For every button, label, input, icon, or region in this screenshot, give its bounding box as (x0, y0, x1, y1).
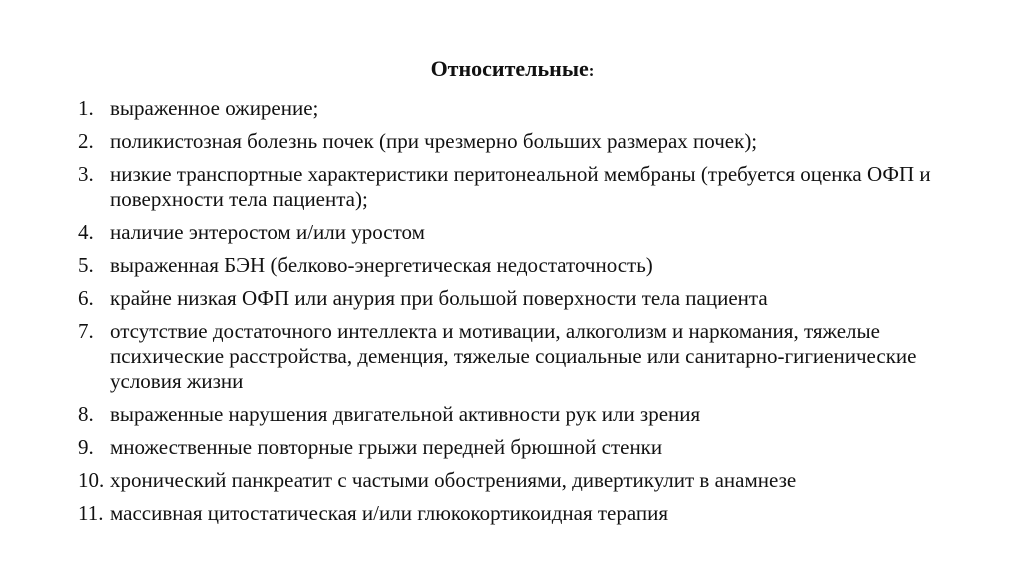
list-item-6 (78, 286, 938, 311)
list-item-text: низкие транспортные характеристики перитонеальной мембраны (требуется оценка ОФП и поверхности тела пациента); (110, 162, 931, 211)
list-item-text: выраженная БЭН (белково-энергетическая недостаточность) (110, 253, 653, 277)
list-item-text: наличие энтеростом и/или уростом (110, 220, 425, 244)
list-item-text: хронический панкреатит с частыми обострениями, дивертикулит в анамнезе (110, 468, 797, 492)
list-item-number: 6. (78, 286, 94, 310)
list-item-8 (78, 402, 938, 427)
list-item-text: поликистозная болезнь почек (при чрезмерно больших размерах почек); (110, 129, 758, 153)
list-item-number: 4. (78, 220, 94, 244)
list-item-2 (78, 129, 938, 154)
list-item-11 (78, 501, 938, 526)
list-item-4 (78, 220, 938, 245)
list-item-text: выраженные нарушения двигательной активности рук или зрения (110, 402, 701, 426)
list-item-number: 10. (78, 468, 105, 492)
list-item-9 (78, 435, 938, 460)
list-item-5 (78, 253, 938, 278)
list-item-number: 9. (78, 435, 94, 459)
contraindications-list (78, 96, 938, 534)
list-item-text: множественные повторные грыжи передней брюшной стенки (110, 435, 663, 459)
list-item-text: крайне низкая ОФП или анурия при большой поверхности тела пациента (110, 286, 768, 310)
list-item-number: 7. (78, 319, 94, 343)
list-item-number: 1. (78, 96, 94, 120)
list-item-number: 3. (78, 162, 94, 186)
slide-title (0, 56, 1024, 82)
list-item-text: выраженное ожирение; (110, 96, 319, 120)
list-item-7 (78, 319, 938, 394)
list-item-number: 5. (78, 253, 94, 277)
list-item-10 (78, 468, 938, 493)
list-item-text: массивная цитостатическая и/или глюкокортикоидная терапия (110, 501, 669, 525)
slide-title-text: Относительные (430, 56, 589, 81)
slide-title-text-wrap (431, 56, 595, 82)
list-item-text: отсутствие достаточного интеллекта и мотивации, алкоголизм и наркомания, тяжелые психические расстройства, деменция, тяжелые социальные или санитарно-гигиенические условия жизни (110, 319, 917, 393)
list-item-number: 2. (78, 129, 94, 153)
list-item-1 (78, 96, 938, 121)
list-item-number: 11. (78, 501, 104, 525)
slide-title-colon: : (588, 61, 595, 80)
list-item-3 (78, 162, 938, 212)
list-item-number: 8. (78, 402, 94, 426)
